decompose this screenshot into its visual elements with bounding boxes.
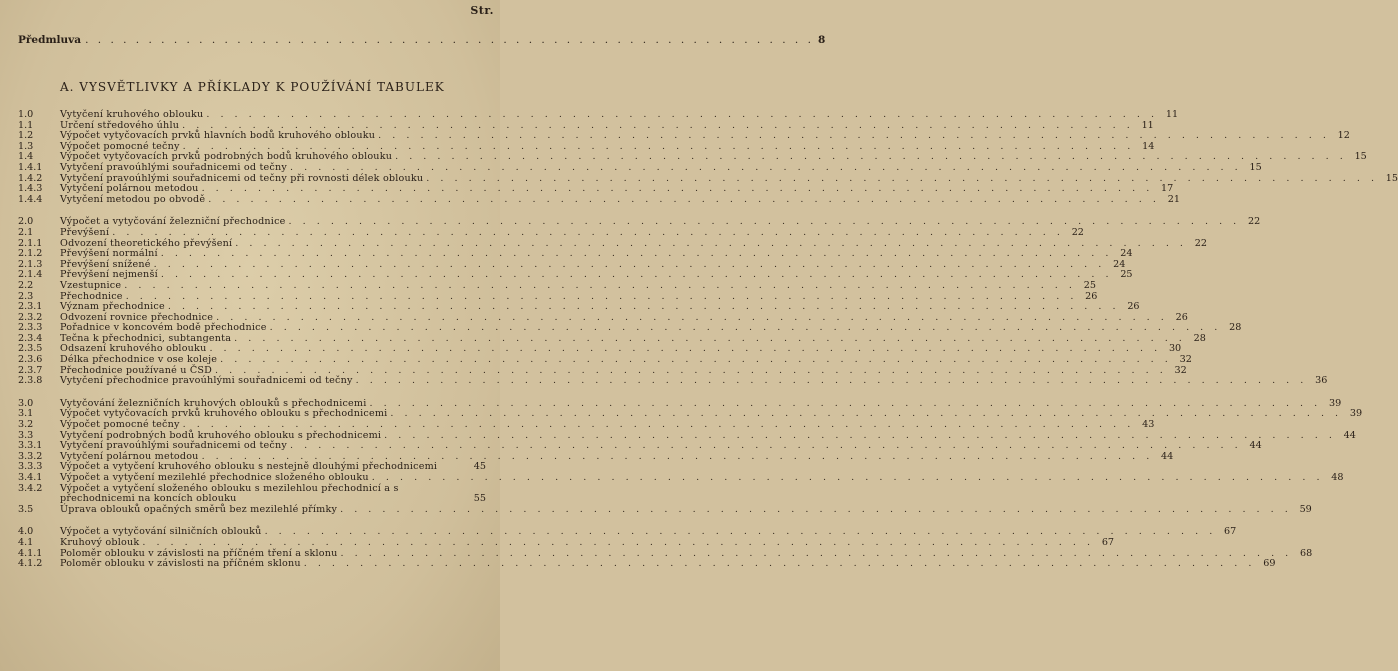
leader-dots: . . . . . . . . . . . . . . . . . . . . . . . . . . . . . . . . . . . . . . . . . . . . . . . . . . . . . . . . . . . . . . . . . . . . [182,140,1135,152]
toc-entry-title: Převýšení nejmenší [60,269,158,281]
toc-entry-title: Přechodnice používané u ČSD [60,364,213,376]
toc-entry-title: Vytyčení pravoúhlými souřadnicemi od tečny [60,440,287,452]
toc-entry[interactable] [18,375,1328,387]
toc-entry-number: 3.3.2 [18,450,43,462]
toc-entry-title: Převýšení snížené [60,258,151,270]
toc-entry[interactable] [18,226,1084,239]
leader-dots: . . . . . . . . . . . . . . . . . . . . . . . . . . . . . . . . . . . . . . . . . . . . . . . . . . . . . . . . . . . . . . . . . . . . [201,450,1154,462]
toc-entry-number: 3.1 [18,408,34,420]
toc-entry-page: 69 [1263,558,1276,570]
toc-entry-number: 3.2 [18,419,34,431]
toc-entry-title: Vytyčení pravoúhlými souřadnicemi od tečny při rovnosti délek oblouku [60,172,424,184]
toc-entry-title: Vytyčení polárnou metodou [60,450,199,462]
toc-entry-title: Přechodnice [60,290,123,302]
toc-entry-title: Výpočet a vytyčení složeného oblouku s mezilehlou přechodnicí a s přechodnicemi na koncích oblouku [60,482,399,505]
toc-entry-number: 2.1.4 [18,269,43,281]
toc-entry-title: Vzestupnice [60,279,122,291]
toc-entry-title: Výpočet a vytyčování silničních oblouků [60,526,262,538]
toc-entry-title: Odvození theoretického převýšení [60,237,233,249]
toc-entry-title-wrap [60,538,1094,549]
toc-entry-page: 67 [1101,536,1115,548]
toc-entry-page: 28 [1229,322,1242,334]
toc-entry-page: 25 [1120,269,1133,281]
toc-entry-number: 2.3.8 [18,375,43,387]
toc-entry[interactable] [18,109,1179,121]
toc-entry-title: Odsazení kruhového oblouku [60,343,207,355]
leader-dots: . . . . . . . . . . . . . . . . . . . . . . . . . . . . . . . . . . . . . . . . . . . . . . . . . . . . . . . . . . . . . . . . . . . . [288,216,1241,228]
leader-dots: . . . . . . . . . . . . . . . . . . . . . . . . . . . . . . . . . . . . . . . . . . . . . . . . . . . . . . . . . . . . . . . . . . . . [153,258,1106,270]
toc-entry-title-wrap [60,505,1292,516]
toc-entry-number: 1.4 [18,151,34,163]
toc-entry[interactable] [18,279,1096,292]
toc-entry-title-wrap [60,376,1307,387]
toc-entry-title-wrap [60,110,1158,121]
toc-group [18,109,1398,205]
leader-dots: . . . . . . . . . . . . . . . . . . . . . . . . . . . . . . . . . . . . . . . . . . . . . . . . . . . . . . . . . . . . . . . . . . . . [182,419,1135,431]
toc-entry-number: 4.1 [18,536,34,548]
toc-entry-page: 24 [1113,258,1126,270]
toc-entry-number: 3.3.1 [18,440,43,452]
toc-entry-title: Vytyčování železničních kruhových oblouků s přechodnicemi [60,397,367,409]
leader-dots: . . . . . . . . . . . . . . . . . . . . . . . . . . . . . . . . . . . . . . . . . . . . . . . . . . . . . . . . . . . . . . . . . . . . [369,397,1322,409]
toc-entry-title: Vytyčení polárnou metodou [60,183,199,195]
toc-entry-number: 2.1.1 [18,237,43,249]
leader-dots: . . . . . . . . . . . . . . . . . . . . . . . . . . . . . . . . . . . . . . . . . . . . . . . . . . . . . . . . . . . . . . . . . . . . [234,332,1186,344]
toc-entry-number: 1.1 [18,119,34,131]
toc-entry-number: 2.2 [18,279,34,291]
toc-entry-page: 17 [1161,183,1174,195]
leader-dots: . . . . . . . . . . . . . . . . . . . . . . . . . . . . . . . . . . . . . . . . . . . . . . . . . . . . . . . . . . . . . . . . . . . . [182,119,1134,131]
toc-entry-page: 43 [1142,419,1155,431]
toc-entry-page: 32 [1179,354,1192,366]
toc-entry-title: Poloměr oblouku v závislosti na příčném tření a sklonu [60,547,338,559]
leader-dots: . . . . . . . . . . . . . . . . . . . . . . . . . . . . . . . . . . . . . . . . . . . . . . . . . . . . . . . . . . . . . . . . . . . . [340,547,1293,559]
toc-entry-page: 45 [473,461,486,473]
toc-entry-title: Odvození rovnice přechodnice [60,311,214,323]
leader-dots: . . . . . . . . . . . . . . . . . . . . . . . . . . . . . . . . . . . . . . . . . . . . . . . . . . . . . . . . . . . . . . . . . . . . [378,130,1330,142]
toc-entry-number: 1.4.4 [18,193,43,205]
toc-entry-number: 3.4.2 [18,482,43,494]
leader-dots: . . . . . . . . . . . . . . . . . . . . . . . . . . . . . . . . . . . . . . . . . . . . . . . . . . . . . . . . . . . . . . . . . . . . [125,290,1078,302]
toc-entry-number: 2.3.7 [18,364,43,376]
leader-dots: . . . . . . . . . . . . . . . . . . . . . . . . . . . . . . . . . . . . . . . . . . . . . . . . . . . . . . . . . . . . . . . . . . . . [160,269,1113,281]
leader-dots: . . . . . . . . . . . . . . . . . . . . . . . . . . . . . . . . . . . . . . . . . . . . . . . . . . . . . . . . . . . . . . . . . . . . [371,472,1324,483]
toc-entry-number: 1.4.2 [18,172,43,184]
page-column-label: Str. [470,4,494,17]
toc-entry-page: 15 [1249,161,1262,173]
toc-entry-number: 2.3.4 [18,332,43,344]
toc-entry-title: Význam přechodnice [60,301,165,313]
toc-entry-title: Výpočet vytyčovacích prvků podrobných bodů kruhového oblouku [60,151,393,163]
toc-entry[interactable] [18,193,1180,206]
toc-entry-title: Poloměr oblouku v závislosti na příčném sklonu [60,558,301,570]
toc-entry-number: 2.3 [18,290,34,302]
toc-entry-number: 2.3.2 [18,311,43,323]
leader-dots: . . . . . . . . . . . . . . . . . . . . . . . . . . . . . . . . . . . . . . . . . . . . . . . . . . . . . . . . . . . . . . . . . . . . [124,279,1076,291]
toc-entry-number: 4.0 [18,526,34,538]
toc-entry-page: 26 [1085,290,1098,302]
toc-entry-page: 14 [1142,140,1155,152]
toc-entry-title-wrap [60,163,1242,174]
toc-entry-title: Výpočet vytyčovacích prvků kruhového oblouku s přechodnicemi [60,408,388,420]
section-title: A. VYSVĚTLIVKY A PŘÍKLADY K POUŽÍVÁNÍ TABULEK [60,80,445,94]
toc-entry-number: 1.2 [18,130,34,142]
leader-dots: . . . . . . . . . . . . . . . . . . . . . . . . . . . . . . . . . . . . . . . . . . . . . . . . . . . . . . . . . . . . . . . . . . . . [209,343,1162,355]
leader-dots: . . . . . . . . . . . . . . . . . . . . . . . . . . . . . . . . . . . . . . . . . . . . . . . . . . . . . . . . . . . . . . . . . . . . [206,109,1159,120]
toc-entry-title: Výpočet a vytyčení mezilehlé přechodnice složeného oblouku [60,472,369,483]
toc-entry-page: 11 [1141,119,1154,131]
toc-entry-title: Výpočet a vytyčování železniční přechodnice [60,216,286,228]
toc-entry-title: Výpočet pomocné tečny [60,140,180,152]
toc-entry-number: 1.4.1 [18,161,43,173]
toc-entry-number: 3.5 [18,503,34,515]
leader-dots: . . . . . . . . . . . . . . . . . . . . . . . . . . . . . . . . . . . . . . . . . . . . . . . . . . . . . . . . . . . . . . . . . . . . [426,172,1378,184]
toc-entry-page: 44 [1249,440,1262,452]
toc-entry-title: Výpočet pomocné tečny [60,419,180,431]
toc-entry-page: 12 [1337,130,1350,142]
table-of-contents [18,109,1398,582]
toc-entry-page: 55 [473,493,486,505]
leader-dots: . . . . . . . . . . . . . . . . . . . . . . . . . . . . . . . . . . . . . . . . . . . . . . . . . . . . . . . . . . . . . . . . . . . . [269,322,1222,334]
leader-dots: . . . . . . . . . . . . . . . . . . . . . . . . . . . . . . . . . . . . . . . . . . . . . . . . . . . . . . . . . . . . . . . . . . . . [208,193,1160,205]
preface-page: 8 [817,34,826,46]
toc-entry-number: 1.4.3 [18,183,43,195]
toc-entry-number: 1.3 [18,140,34,152]
preface-title: Předmluva [18,34,82,46]
toc-entry-page: 11 [1165,109,1179,120]
toc-group [18,397,1363,516]
leader-dots: . . . . . . . . . . . . . . . . . . . . . . . . . . . . . . . . . . . . . . . . . . . . . . . . . . . . . . . . . . . . . . . . . . . . [235,237,1187,249]
toc-entry-page: 44 [1343,429,1356,441]
leader-dots: . . . . . . . . . . . . . . . . . . . . . . . . . . . . . . . . . . . . . . . . . . . . . . . . . . . . . . . . . . . . . . . . . . . . [303,558,1256,570]
leader-dots: . . . . . . . . . . . . . . . . . . . . . . . . . . . . . . . . . . . . . . . . . . . . . . . . . . . . . . . . . . . . . . . . . . . . [395,151,1347,163]
leader-dots: . . . . . . . . . . . . . . . . . . . . . . . . . . . . . . . . . . . . . . . . . . . . . . . . . . . . . . . . . . . . . . . . . . . . [355,375,1308,387]
toc-entry-number: 4.1.2 [18,558,43,570]
preface-entry[interactable] [18,34,826,46]
toc-entry-page: 21 [1167,193,1180,205]
toc-entry-number: 3.4.1 [18,472,43,483]
toc-entry-title: Úprava oblouků opačných směrů bez mezilehlé přímky [60,503,338,515]
toc-entry-page: 30 [1168,343,1182,355]
toc-entry-number: 3.0 [18,397,34,409]
toc-entry-page: 59 [1299,503,1312,515]
toc-entry[interactable] [18,503,1312,516]
toc-entry-page: 22 [1248,216,1261,228]
leader-dots: . . . . . . . . . . . . . . . . . . . . . . . . . . . . . . . . . . . . . . . . . . . . . . . . . . . . . . . . . . . . . . . . . . . . [112,226,1064,238]
toc-entry-title: Pořadnice v koncovém bodě přechodnice [60,322,267,334]
leader-dots: . . . . . . . . . . . . . . . . . . . . . . . . . . . . . . . . . . . . . . . . . . . . . . . . . . . . . . . . . . . . . . . . . . . . [216,311,1168,323]
toc-entry-number: 2.3.3 [18,322,43,334]
toc-entry-title: Vytyčení přechodnice pravoúhlými souřadnicemi od tečny [60,375,353,387]
toc-entry-number: 2.3.5 [18,343,43,355]
leader-dots: . . . . . . . . . . . . . . . . . . . . . . . . . . . . . . . . . . . . . . . . . . . . . . . . . . . . . . . . . . . . . . . . . . . . [142,536,1095,548]
toc-entry-page: 22 [1071,226,1084,238]
leader-dots: . . . . . . . . . . . . . . . . . . . . . . . . . . . . . . . . . . . . . . . . . . . . . . . . . . . . . . . . . . . . . . . . . . . . [290,161,1242,173]
leader-dots: . . . . . . . . . . . . . . . . . . . . . . . . . . . . . . . . . . . . . . . . . . . . . . . . . . . . . . . . . . . . . . . . . . . . [290,440,1242,452]
toc-entry-title: Vytyčení podrobných bodů kruhového oblouku s přechodnicemi [60,429,382,441]
toc-entry-number: 2.0 [18,216,34,228]
toc-entry-title: Délka přechodnice v ose koleje [60,354,218,366]
toc-entry-number: 2.3.1 [18,301,43,313]
leader-dots: . . . . . . . . . . . . . . . . . . . . . . . . . . . . . . . . . . . . . . . . . . . . . . . . . . . . . . . . . . . . . . . . . . . . [340,503,1292,515]
toc-entry-page: 68 [1300,547,1313,559]
toc-entry-page: 22 [1194,237,1207,249]
toc-entry-title-wrap [60,559,1255,570]
toc-entry-title: Určení středového úhlu [60,119,180,131]
toc-entry-number: 1.0 [18,109,34,120]
toc-entry-title-wrap [60,228,1064,239]
leader-dots: . . . . . . . . . . . . . . . . . . . . . . . . . . . . . . . . . . . . . . . . . . . . . . . . . . . . . . . . . . . . . . . . . . . . [384,429,1336,441]
toc-entry-number: 4.1.1 [18,547,43,559]
toc-entry-page: 67 [1224,526,1237,538]
toc-entry-page: 15 [1385,172,1398,184]
leader-dots: . . . . . . . . . . . . . . . . . . . . . . . . . . . . . . . . . . . . . . . . . . . . . . . . . . . . . . . . . . . . . . . . . . . . [390,408,1343,420]
toc-entry-number: 2.3.6 [18,354,43,366]
toc-entry-page: 39 [1328,397,1342,409]
toc-entry-number: 3.3.3 [18,461,43,473]
leader-dots: . . . . . . . . . . . . . . . . . . . . . . . . . . . . . . . . . . . . . . . . . . . . . . . . . . . . . . . . . . [85,34,814,46]
toc-entry-number: 2.1.2 [18,248,43,260]
toc-entry-page: 32 [1174,364,1187,376]
toc-entry-number: 3.3 [18,429,34,441]
leader-dots: . . . . . . . . . . . . . . . . . . . . . . . . . . . . . . . . . . . . . . . . . . . . . . . . . . . . . . . . . . . . . . . . . . . . [201,183,1154,195]
toc-entry-title: Tečna k přechodnici, subtangenta [60,332,232,344]
toc-entry-title: Převýšení normální [60,248,158,260]
toc-group [18,216,1328,387]
toc-entry[interactable] [18,536,1115,549]
leader-dots: . . . . . . . . . . . . . . . . . . . . . . . . . . . . . . . . . . . . . . . . . . . . . . . . . . . . . . . . . . . . . . . . . . . . [167,301,1120,313]
toc-entry-title: Vytyčení pravoúhlými souřadnicemi od tečny [60,161,287,173]
toc-entry-title: Vytyčení metodou po obvodě [60,193,206,205]
toc-entry-page: 15 [1354,151,1367,163]
leader-dots: . . . . . . . . . . . . . . . . . . . . . . . . . . . . . . . . . . . . . . . . . . . . . . . . . . . . . . . . . . . . . . . . . . . . [160,248,1113,260]
toc-entry-page: 28 [1193,332,1206,344]
toc-entry-page: 44 [1161,450,1174,462]
toc-entry-title: Vytyčení kruhového oblouku [60,109,204,120]
toc-entry-number: 2.1.3 [18,258,43,270]
leader-dots: . . . . . . . . . . . . . . . . . . . . . . . . . . . . . . . . . . . . . . . . . . . . . . . . . . . . . . . . . . . . . . . . . . . . [264,526,1217,538]
toc-entry-title: Kruhový oblouk [60,536,140,548]
toc-entry-title-wrap [60,281,1076,292]
toc-entry-page: 48 [1331,472,1344,483]
toc-entry[interactable] [18,484,486,505]
leader-dots: . . . . . . . . . . . . . . . . . . . . . . . . . . . . . . . . . . . . . . . . . . . . . . . . . . . . . . . . . . . . . . . . . . . . [220,354,1172,366]
toc-entry-number: 2.1 [18,226,34,238]
toc-entry-page: 36 [1315,375,1328,387]
toc-entry[interactable] [18,161,1262,174]
toc-entry-page: 39 [1349,408,1363,420]
toc-entry-title: Převýšení [60,226,110,238]
toc-entry-page: 26 [1175,311,1188,323]
leader-dots: . . . . . . . . . . . . . . . . . . . . . . . . . . . . . . . . . . . . . . . . . . . . . . . . . . . . . . . . . . . . . . . . . . . . [215,364,1167,376]
toc-entry-page: 25 [1083,279,1096,291]
toc-entry-title-wrap [60,484,466,505]
toc-entry[interactable] [18,558,1276,570]
toc-entry-title-wrap [60,195,1160,206]
toc-group [18,526,1313,570]
toc-entry-title: Výpočet vytyčovacích prvků hlavních bodů kruhového oblouku [60,130,376,142]
toc-entry-title: Výpočet a vytyčení kruhového oblouku s nestejně dlouhými přechodnicemi [60,461,438,473]
toc-entry-page: 24 [1120,248,1133,260]
toc-entry-page: 26 [1127,301,1140,313]
